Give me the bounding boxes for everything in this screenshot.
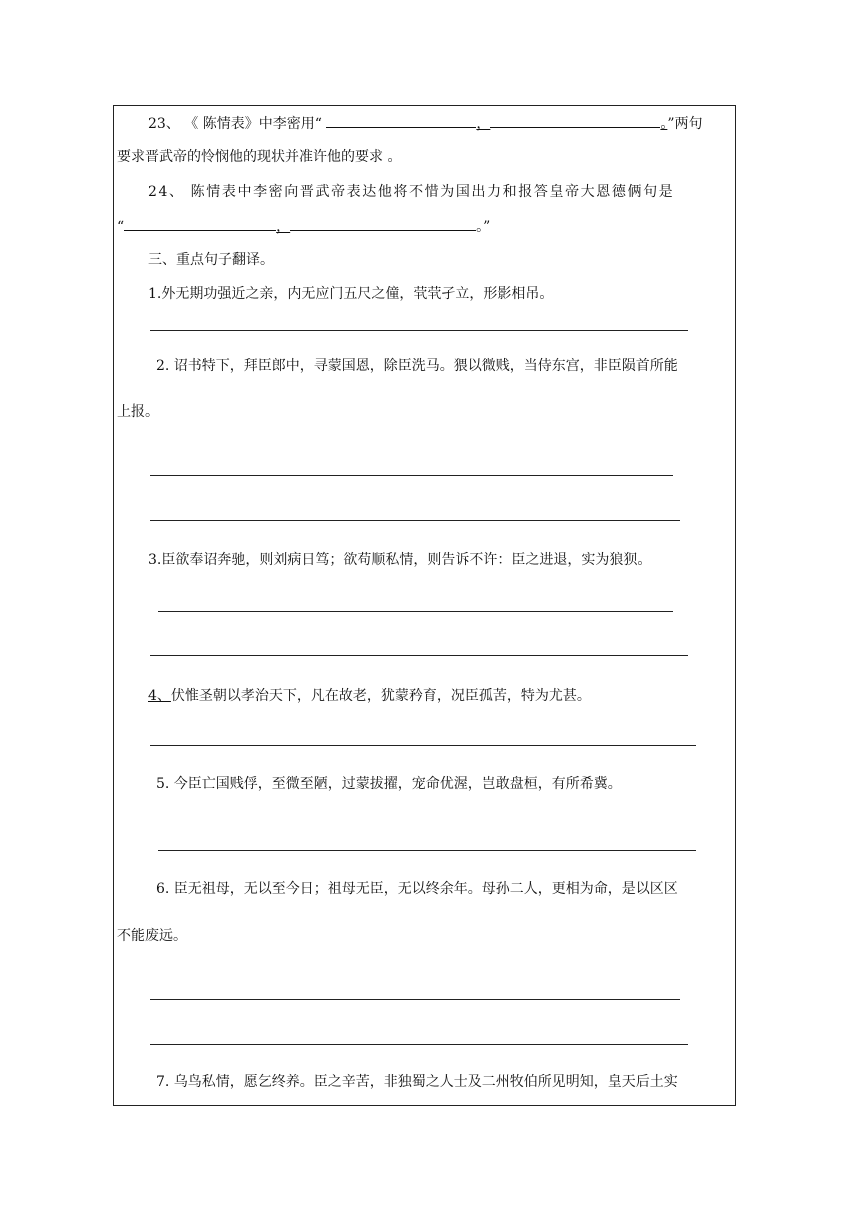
- answer-line[interactable]: [150, 520, 680, 521]
- sentence-4-text: 伏惟圣朝以孝治天下，凡在故老，犹蒙矜育，况臣孤苦，特为尤甚。: [170, 688, 591, 704]
- sentence-2-line1: 2. 诏书特下，拜臣郎中，寻蒙国恩，除臣洗马。猥以微贱，当侍东宫，非臣陨首所能: [156, 358, 678, 374]
- question-24-open-quote: “: [117, 219, 125, 235]
- answer-line[interactable]: [150, 475, 673, 476]
- sentence-4: [148, 687, 591, 705]
- answer-line[interactable]: [150, 745, 696, 746]
- answer-line[interactable]: [158, 611, 673, 612]
- sentence-6-line1: 6. 臣无祖母，无以至今日；祖母无臣，无以终余年。母孙二人，更相为命，是以区区: [156, 881, 678, 897]
- answer-line[interactable]: [150, 999, 680, 1000]
- answer-line[interactable]: [150, 1044, 688, 1045]
- question-24-line1: 24、 陈情表中李密向晋武帝表达他将不惜为国出力和报答皇帝大恩德俩句是: [148, 184, 675, 200]
- answer-line[interactable]: [150, 330, 688, 331]
- sentence-4-number: 4、: [148, 688, 171, 704]
- sentence-2-line2: 上报。: [117, 404, 159, 420]
- answer-line[interactable]: [150, 655, 688, 656]
- blank-separator: ，: [476, 116, 491, 132]
- question-24-end: 。”: [476, 219, 491, 235]
- sentence-1: 1.外无期功强近之亲，内无应门五尺之僮，茕茕孑立，形影相吊。: [148, 286, 554, 302]
- fill-blank[interactable]: [124, 217, 276, 231]
- answer-line[interactable]: [158, 850, 696, 851]
- question-23-line1: [148, 114, 703, 133]
- sentence-5: 5. 今臣亡国贱俘，至微至陋，过蒙拔擢，宠命优渥，岂敢盘桓，有所希冀。: [156, 776, 622, 792]
- sentence-7: 7. 乌鸟私情，愿乞终养。臣之辛苦，非独蜀之人士及二州牧伯所见明知，皇天后土实: [156, 1074, 678, 1090]
- blank-separator: ，: [276, 219, 291, 235]
- fill-blank[interactable]: [326, 114, 476, 128]
- sentence-3: 3.臣欲奉诏奔驰，则刘病日笃；欲苟顺私情，则告诉不许：臣之进退，实为狼狈。: [148, 552, 652, 568]
- question-23-close: ”两句: [667, 116, 703, 132]
- section-3-heading: 三、重点句子翻译。: [148, 252, 274, 268]
- fill-blank[interactable]: [290, 217, 476, 231]
- blank-end: 。: [660, 116, 668, 132]
- sentence-6-line2: 不能废远。: [117, 928, 187, 944]
- fill-blank[interactable]: [490, 114, 660, 128]
- question-23-line2: 要求晋武帝的怜悯他的现状并准许他的要求 。: [117, 149, 402, 165]
- question-23-book-mark: 《: [184, 116, 199, 132]
- question-23-title: 陈情表》中李密用“: [202, 116, 322, 132]
- question-24-line2: [117, 217, 490, 236]
- question-23-number: 23、: [148, 116, 180, 132]
